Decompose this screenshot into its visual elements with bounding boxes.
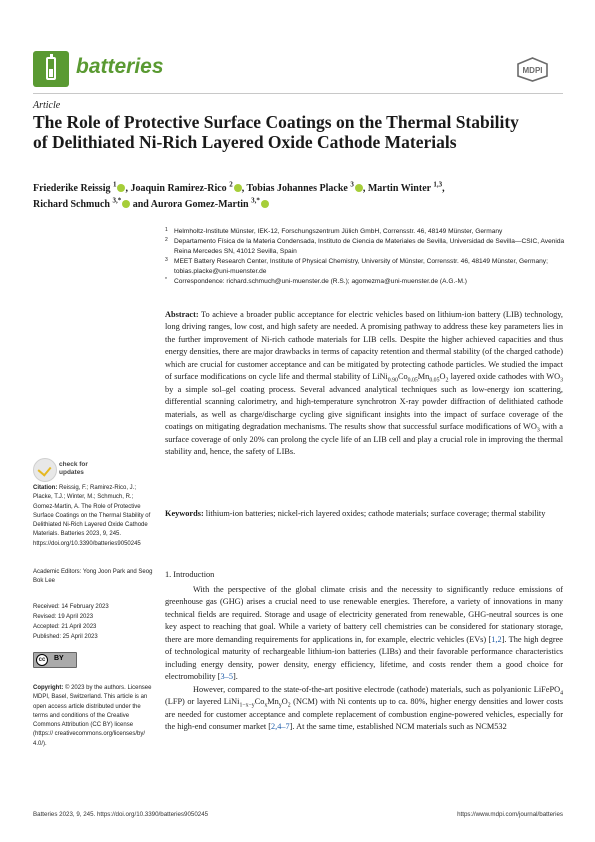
journal-url-link[interactable]: https://www.mdpi.com/journal/batteries xyxy=(457,811,563,818)
abstract: Abstract: To achieve a broader public acceptance for electric vehicles based on lithium-ion battery (LIB) technology, long driving ranges, low cost, and high safety are needed. A promising pathway to address these key parameters lies in the further improvement of Ni-rich cathode materials for LIB cells. Despite the higher achieved capacities and thus energy densities, there are major drawbacks in terms of capacity retention and thermal stability (of the charged cathode) which are crucial for customer acceptance and can be mitigated by protecting cathode particles. We studied the impact of surface modifications on cycle life and thermal stability of $LiNi_{0.90}Co_{0.05}Mn_{0.05}O_2$ layered oxide cathodes with $WO_3$ by a simple sol–gel coating process. Several advanced analytical techniques such as low-energy ion scattering, differential scanning calorimetry, and high-temperature synchrotron X-ray powder diffraction of delithiated cathode materials, as well as charge/discharge cycling give significant insights into the impact of surface coverage of the coatings on mitigating degradation mechanisms. The results show that successful surface modifications of $WO_3$ with a surface coverage of only 20% can prolong the cycle life of an LIB cell and play a crucial role in improving the thermal stability and, hence, the safety of LIBs. xyxy=(165,310,564,456)
keywords-label: Keywords: xyxy=(165,509,204,518)
author-list: Friederike Reissig $^1$ , Joaquin Ramirez-Rico $^2$ , Tobias Johannes Placke $^3$ , Martin Winter $^{1,3}$, Richard Schmuch $^{3,*}$ and Aurora Gomez-Martin $^{3,*}$ xyxy=(33,180,445,210)
journal-logo xyxy=(33,51,69,87)
citation-link[interactable]: 3–5 xyxy=(220,672,233,682)
author-name: Joaquin Ramirez-Rico xyxy=(130,183,227,194)
affiliation: 2 Departamento Física de la Materia Condensada, Instituto de Ciencia de Materiales de Sevilla, Universidad de Sevilla—CSIC, Avenida Reina Mercedes SN, 41012 Sevilla, Spain xyxy=(165,237,565,255)
by-icon: BY xyxy=(54,655,64,662)
header-divider xyxy=(33,93,563,94)
orcid-icon[interactable] xyxy=(117,184,125,192)
academic-editors: Academic Editors: Yong Joon Park and Seog Bok Lee xyxy=(33,569,153,585)
keywords: Keywords: lithium-ion batteries; nickel-rich layered oxides; cathode materials; surface coverage; thermal stability xyxy=(165,509,546,518)
article-title: The Role of Protective Surface Coatings on the Thermal Stability of Delithiated Ni-Rich Layered Oxide Cathode Materials xyxy=(33,112,519,152)
affiliation: 1 Helmholtz-Institute Münster, IEK-12, Forschungszentrum Jülich GmbH, Corrensstr. 46, 48149 Münster, Germany xyxy=(165,227,503,235)
and-word: and xyxy=(132,199,149,210)
accepted-date: Accepted: 21 April 2023 xyxy=(33,624,97,630)
section-heading: 1. Introduction xyxy=(165,570,215,579)
author-name: Friederike Reissig xyxy=(33,183,111,194)
author-name: Martin Winter xyxy=(367,183,431,194)
abstract-label: Abstract: xyxy=(165,310,199,319)
published-date: Published: 25 April 2023 xyxy=(33,634,98,640)
author-name: Richard Schmuch xyxy=(33,199,110,210)
mdpi-logo xyxy=(516,57,549,82)
check-for-updates-link[interactable]: check for updates xyxy=(59,461,88,476)
check-for-updates-icon[interactable] xyxy=(33,458,57,482)
orcid-icon[interactable] xyxy=(122,200,130,208)
article-type: Article xyxy=(33,100,61,111)
orcid-icon[interactable] xyxy=(234,184,242,192)
body-paragraph: With the perspective of the global climate crisis and the necessity to significantly reduce emissions of greenhouse gas (GHG) arises a crucial need to use renewable energies. Therefore, a variety of innovations in many technical fields are required. Storage and usage of electricity generated from renewable, GHG-neutral sources is one key aspect to reaching that goal. While a variety of battery cell chemistries can be considered for stationary storage, there are more demanding requirements for applications in, for example, electric vehicles (EVs) [1,2]. The high degree of technological maturity of rechargeable lithium-ion batteries (LIBs) and their favorable performance characteristics including energy density, power density, energy efficiency, lifetime, and costs render them a good choice for electromobility [3–5]. However, compared to the state-of-the-art positive electrode (cathode) materials, such as polyanionic LiFePO$_4$ (LFP) or layered $LiNi_{1-x-y}Co_xMn_yO_2$ (NCM) with Ni contents up to ca. 80%, higher energy densities and lower costs are needed for customer acceptance and complete replacement of combustion engine-powered vehicles, especially for the high-end consumer market [2,4–7]. At the same time, established NCM materials such as NCM532 xyxy=(165,585,563,731)
affiliation: 3 MEET Battery Research Center, Institute of Physical Chemistry, University of Münster, Corrensstr. 46, 48149 Münster, Germany; tobias.placke@uni-muenster.de xyxy=(165,257,548,275)
correspondence: * Correspondence: richard.schmuch@uni-muenster.de (R.S.); agomezma@uni-muenster.de (A.G.-M.) xyxy=(165,277,468,285)
affiliations xyxy=(165,227,565,287)
author-name: Tobias Johannes Placke xyxy=(246,183,348,194)
mdpi-logo-text: MDPI xyxy=(522,66,543,75)
cc-icon: cc xyxy=(36,654,48,666)
received-date: Received: 14 February 2023 xyxy=(33,604,109,610)
citation-link[interactable]: 1,2 xyxy=(491,634,502,644)
battery-icon xyxy=(46,57,56,80)
revised-date: Revised: 19 April 2023 xyxy=(33,614,94,620)
page-footer xyxy=(33,811,563,818)
journal-name: batteries xyxy=(76,55,164,78)
author-name: Aurora Gomez-Martin xyxy=(150,199,249,210)
orcid-icon[interactable] xyxy=(355,184,363,192)
orcid-icon[interactable] xyxy=(261,200,269,208)
citation: Citation: Reissig, F.; Ramirez-Rico, J.; Placke, T.J.; Winter, M.; Schmuch, R.; Gomez-Martin, A. The Role of Protective Surface Coatings on the Thermal Stability of Delithiated Ni-Rich Layered Oxide Cathode Materials. Batteries 2023, 9, 245. https://doi.org/10.3390/batteries9050245 xyxy=(33,485,151,547)
footer-citation: Batteries 2023, 9, 245. https://doi.org/10.3390/batteries9050245 xyxy=(33,811,209,818)
copyright: Copyright: © 2023 by the authors. Licensee MDPI, Basel, Switzerland. This article is an open access article distributed under the terms and conditions of the Creative Commons Attribution (CC BY) license (https:// creativecommons.org/licenses/by/ 4.0/). xyxy=(33,685,152,747)
cc-by-license-icon[interactable] xyxy=(33,652,77,668)
citation-link[interactable]: 2,4–7 xyxy=(270,721,290,731)
